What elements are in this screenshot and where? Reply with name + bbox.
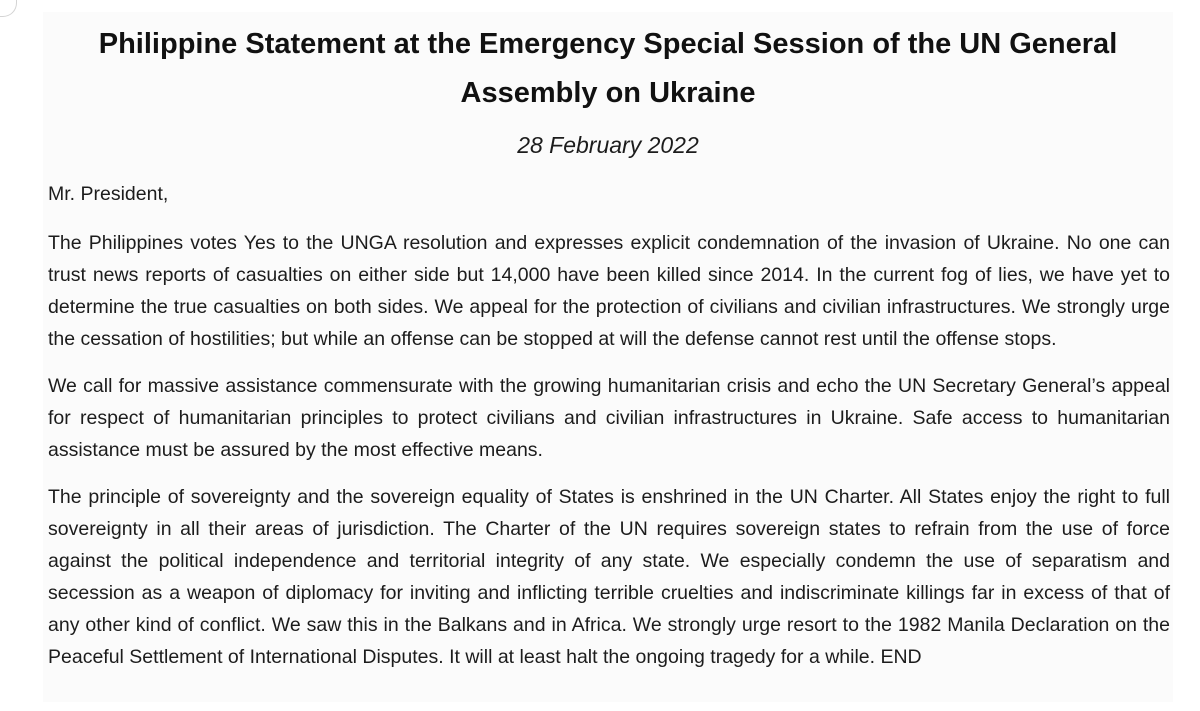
paragraph-2: We call for massive assistance commensurate with the growing humanitarian crisis and echo the UN Secretary General’s appeal for respect of humanitarian principles to protect civilians and civilian infrastructures in Ukraine. Safe access to humanitarian assistance must be assured by the most effective means. <box>48 375 1170 461</box>
paragraph-3: The principle of sovereignty and the sovereign equality of States is enshrined in the UN Charter. All States enjoy the right to full sovereignty in all their areas of jurisdiction. The Charter of the UN requires sovereign states to refrain from the use of force against the political independence and territorial integrity of any state. We especially condemn the use of separatism and secession as a weapon of diplomacy for inviting and inflicting terrible cruelties and indiscriminate killings far in excess of that of any other kind of conflict. We saw this in the Balkans and in Africa. We strongly urge resort to the 1982 Manila Declaration on the Peaceful Settlement of International Disputes. It will at least halt the ongoing tragedy for a while. END <box>48 486 1170 668</box>
paragraph-1: The Philippines votes Yes to the UNGA resolution and expresses explicit condemnation of the invasion of Ukraine. No one can trust news reports of casualties on either side but 14,000 have been killed since 2014. In the current fog of lies, we have yet to determine the true casualties on both sides. We appeal for the protection of civilians and civilian infrastructures. We strongly urge the cessation of hostilities; but while an offense can be stopped at will the defense cannot rest until the offense stops. <box>48 232 1170 350</box>
window-corner-decoration <box>0 0 17 17</box>
document-title: Philippine Statement at the Emergency Special Session of the UN General Assembly on Ukraine <box>98 28 1118 109</box>
document-page <box>43 12 1173 702</box>
document-date: 28 February 2022 <box>517 132 699 158</box>
salutation: Mr. President, <box>48 183 169 205</box>
